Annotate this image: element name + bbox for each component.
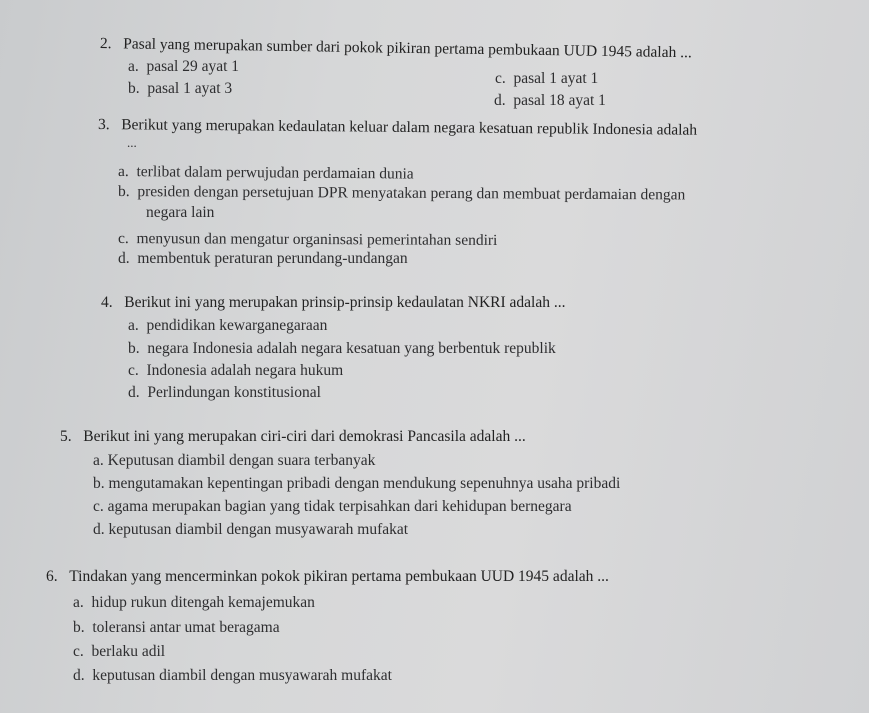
option-3d: d. membentuk peraturan perundang-undangan — [118, 250, 408, 267]
question-number: 2. — [99, 35, 112, 53]
question-3-continuation: ... — [127, 135, 137, 150]
question-number: 5. — [60, 428, 72, 445]
option-2b: b. pasal 1 ayat 3 — [128, 80, 233, 97]
question-text: Tindakan yang mencerminkan pokok pikiran pertama pembukaan UUD 1945 adalah ... — [69, 568, 609, 585]
option-2a: a. pasal 29 ayat 1 — [128, 58, 240, 75]
option-6b: b. toleransi antar umat beragama — [73, 619, 280, 636]
question-text: Berikut yang merupakan kedaulatan keluar dalam negara kesatuan republik Indonesia adalah — [121, 116, 698, 139]
question-number: 6. — [46, 568, 58, 585]
option-6d: d. keputusan diambil dengan musyawarah mufakat — [73, 667, 392, 684]
option-3c: c. menyusun dan mengatur organinsasi pemerintahan sendiri — [117, 230, 498, 249]
option-5d: d. keputusan diambil dengan musyawarah mufakat — [93, 521, 409, 538]
option-5b: b. mengutamakan kepentingan pribadi dengan mendukung sepenuhnya usaha pribadi — [93, 475, 621, 492]
option-2d: d. pasal 18 ayat 1 — [494, 92, 606, 109]
question-number: 3. — [97, 116, 110, 134]
option-3b-continuation: negara lain — [146, 204, 215, 221]
option-3b: b. presiden dengan persetujuan DPR menyatakan perang dan membuat perdamaian dengan — [117, 183, 686, 204]
question-3 — [98, 116, 697, 140]
question-5 — [60, 428, 526, 446]
question-text: Pasal yang merupakan sumber dari pokok pikiran pertama pembukaan UUD 1945 adalah ... — [123, 35, 692, 62]
question-text: Berikut ini yang merupakan ciri-ciri dari demokrasi Pancasila adalah ... — [83, 428, 526, 445]
option-5c: c. agama merupakan bagian yang tidak terpisahkan dari kehidupan bernegara — [93, 498, 572, 515]
question-4 — [101, 294, 565, 312]
option-4b: b. negara Indonesia adalah negara kesatuan yang berbentuk republik — [128, 340, 556, 357]
option-2c: c. pasal 1 ayat 1 — [495, 70, 599, 87]
option-4a: a. pendidikan kewarganegaraan — [128, 317, 328, 334]
option-6c: c. berlaku adil — [73, 643, 166, 660]
question-number: 4. — [101, 294, 113, 311]
option-3a: a. terlibat dalam perwujudan perdamaian dunia — [117, 163, 414, 183]
option-5a: a. Keputusan diambil dengan suara terbanyak — [93, 452, 376, 469]
option-4c: c. Indonesia adalah negara hukum — [128, 362, 344, 379]
question-text: Berikut ini yang merupakan prinsip-prinsip kedaulatan NKRI adalah ... — [124, 294, 566, 311]
option-4d: d. Perlindungan konstitusional — [128, 384, 321, 401]
question-6 — [46, 568, 609, 586]
option-6a: a. hidup rukun ditengah kemajemukan — [73, 594, 315, 611]
